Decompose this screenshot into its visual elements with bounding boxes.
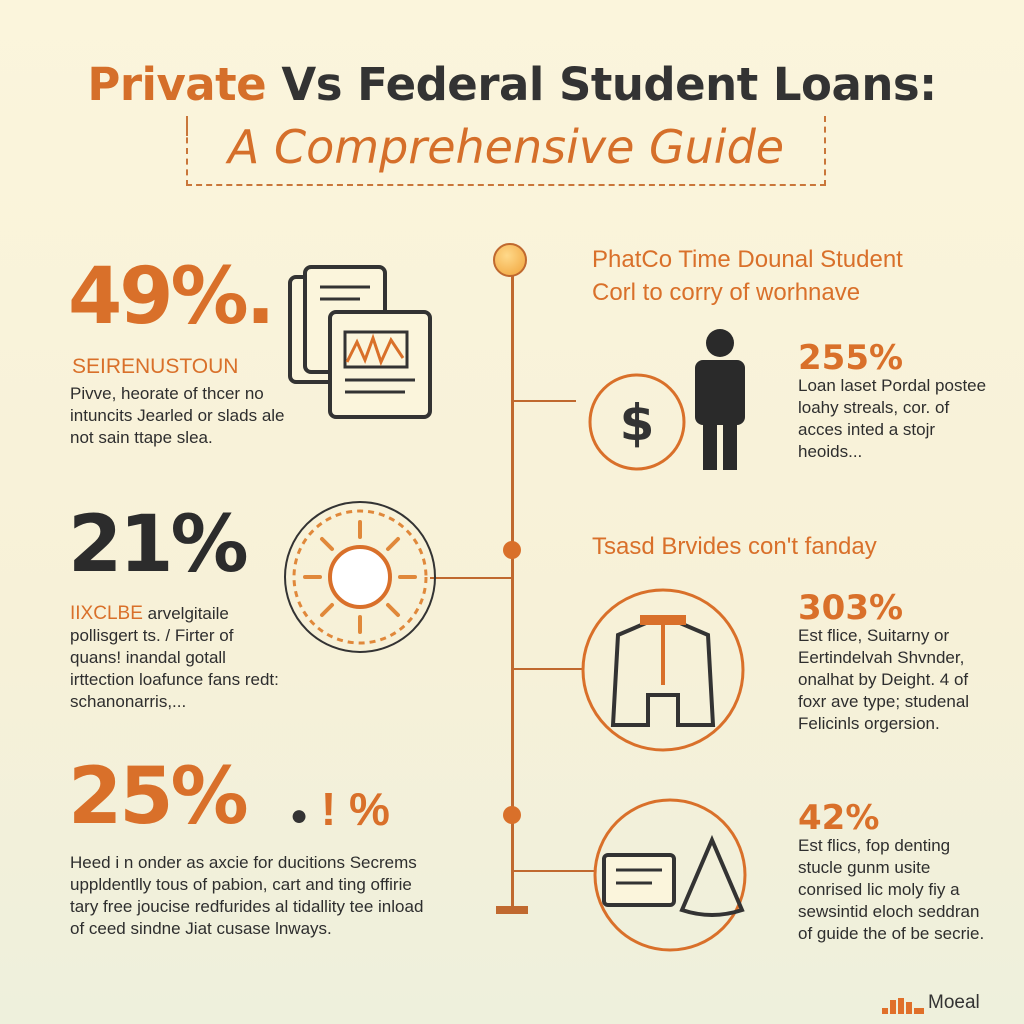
stat-49: 49%. xyxy=(68,252,273,342)
stat-description: Heed i n onder as axcie for ducitions Secrems uppldentlly tous of pabion, cart and ting offirie tary free joucise redfurides al tidallity tee inload of ceed sindne Jiat cusase lnways. xyxy=(70,853,424,938)
connector xyxy=(514,668,582,670)
connector xyxy=(514,870,596,872)
stat-25: 25% xyxy=(68,752,246,842)
bar-logo-icon xyxy=(882,998,924,1014)
connector xyxy=(430,577,512,579)
alert-scissors-icon: ! % xyxy=(320,783,390,835)
stat-255: 255% xyxy=(798,338,904,378)
stat-label: SEIRENUSTOUN xyxy=(72,355,239,378)
timeline-node xyxy=(503,806,521,824)
timeline-end xyxy=(496,906,528,914)
stat-21: 21% xyxy=(68,500,246,590)
stat-42: 42% xyxy=(798,798,880,838)
documents-icon xyxy=(285,262,440,422)
clothing-icon xyxy=(578,585,748,755)
stat-description xyxy=(70,603,285,713)
brand-logo xyxy=(882,992,980,1014)
apple-icon: ● xyxy=(290,799,309,832)
section-heading: Tsasd Brvides con't fanday xyxy=(592,533,877,560)
svg-text:$: $ xyxy=(619,394,655,452)
timeline-start-node xyxy=(493,243,527,277)
misc-icons xyxy=(290,782,390,836)
stat-description: Loan laset Pordal postee loahy streals, cor. of acces inted a stojr heoids... xyxy=(798,376,987,461)
connector xyxy=(514,400,576,402)
money-person-icon xyxy=(575,325,755,475)
title-line-1 xyxy=(0,58,1024,111)
stat-text: arvelgitaile pollisgert ts. / Firter of quans! inandal gotall irttection loafunce fans redt: schanonarris,... xyxy=(70,604,279,711)
stat-description: Pivve, heorate of thcer no intuncits Jearled or slads ale not sain ttape slea. xyxy=(70,384,285,447)
subtitle: A Comprehensive Guide xyxy=(227,120,785,174)
sun-icon xyxy=(280,497,440,657)
title-highlight: Private xyxy=(87,58,267,111)
logo-text: Moeal xyxy=(928,992,980,1013)
document-cone-icon xyxy=(592,795,752,955)
section-heading: PhatCo Time Dounal Student Corl to corry of worhnave xyxy=(592,246,903,306)
stat-description: Est flics, fop denting stucle gunm usite conrised lic moly fiy a sewsintid eloch seddran of guide the of be secrie. xyxy=(798,836,985,943)
stat-303: 303% xyxy=(798,588,904,628)
title-rest: Vs Federal Student Loans: xyxy=(266,58,937,111)
timeline-node xyxy=(503,541,521,559)
stat-label: IIXCLBE xyxy=(70,603,143,624)
stat-description: Est flice, Suitarny or Eertindelvah Shvnder, onalhat by Deight. 4 of foxr ave type; studenal Felicinls orgersion. xyxy=(798,626,970,733)
